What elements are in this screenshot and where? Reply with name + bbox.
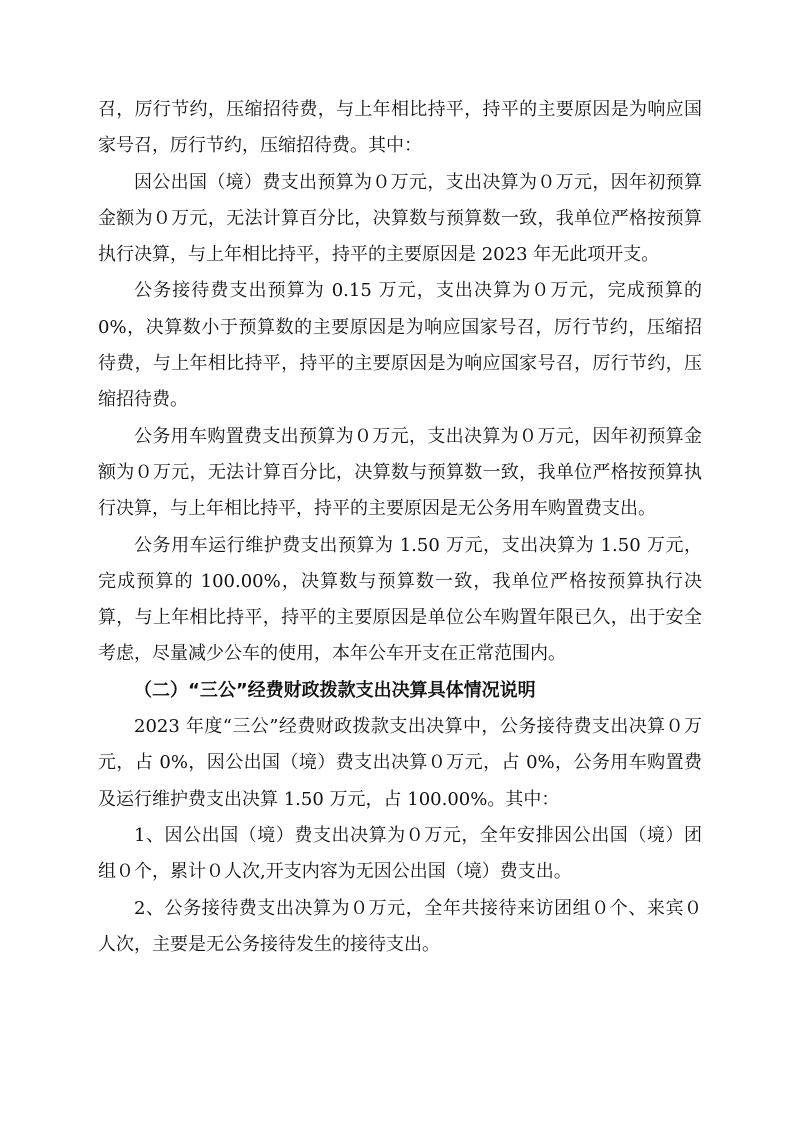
- list-item-overseas: 1、因公出国（境）费支出决算为０万元，全年安排因公出国（境）团组０个，累计０人次,开支内容为无因公出国（境）费支出。: [98, 824, 702, 883]
- paragraph-reception-expense: 公务接待费支出预算为 0.15 万元，支出决算为０万元，完成预算的 0%，决算数小于预算数的主要原因是为响应国家号召，厉行节约，压缩招待费，与上年相比持平，持平的主要原因是为响应国家号召，厉行节约，压缩招待费。: [98, 280, 702, 411]
- paragraph-continuation: 召，厉行节约，压缩招待费，与上年相比持平，持平的主要原因是为响应国家号召，厉行节约，压缩招待费。其中：: [98, 99, 702, 157]
- paragraph-vehicle-purchase: 公务用车购置费支出预算为０万元，支出决算为０万元，因年初预算金额为０万元，无法计算百分比，决算数与预算数一致，我单位严格按预算执行决算，与上年相比持平，持平的主要原因是无公务用车购置费支出。: [98, 425, 702, 520]
- paragraph-summary: 2023 年度“三公”经费财政拨款支出决算中，公务接待费支出决算０万元，占 0%，因公出国（境）费支出决算０万元，占 0%，公务用车购置费及运行维护费支出决算 1.50 万元，占 100.00%。其中：: [98, 716, 702, 810]
- list-item-reception: 2、公务接待费支出决算为０万元，全年共接待来访团组０个、来宾０人次，主要是无公务接待发生的接待支出。: [98, 897, 702, 955]
- section-heading: （二）“三公”经费财政拨款支出决算具体情况说明: [134, 679, 536, 701]
- paragraph-overseas-expense: 因公出国（境）费支出预算为０万元，支出决算为０万元，因年初预算金额为０万元，无法计算百分比，决算数与预算数一致，我单位严格按预算执行决算，与上年相比持平，持平的主要原因是 2023 年无此项开支。: [98, 171, 702, 266]
- document-body: [98, 92, 702, 963]
- paragraph-vehicle-maintenance: 公务用车运行维护费支出预算为 1.50 万元，支出决算为 1.50 万元，完成预算的 100.00%，决算数与预算数一致，我单位严格按预算执行决算，与上年相比持平，持平的主要原因是单位公车购置年限已久，出于安全考虑，尽量减少公车的使用，本年公车开支在正常范围内。: [98, 534, 702, 665]
